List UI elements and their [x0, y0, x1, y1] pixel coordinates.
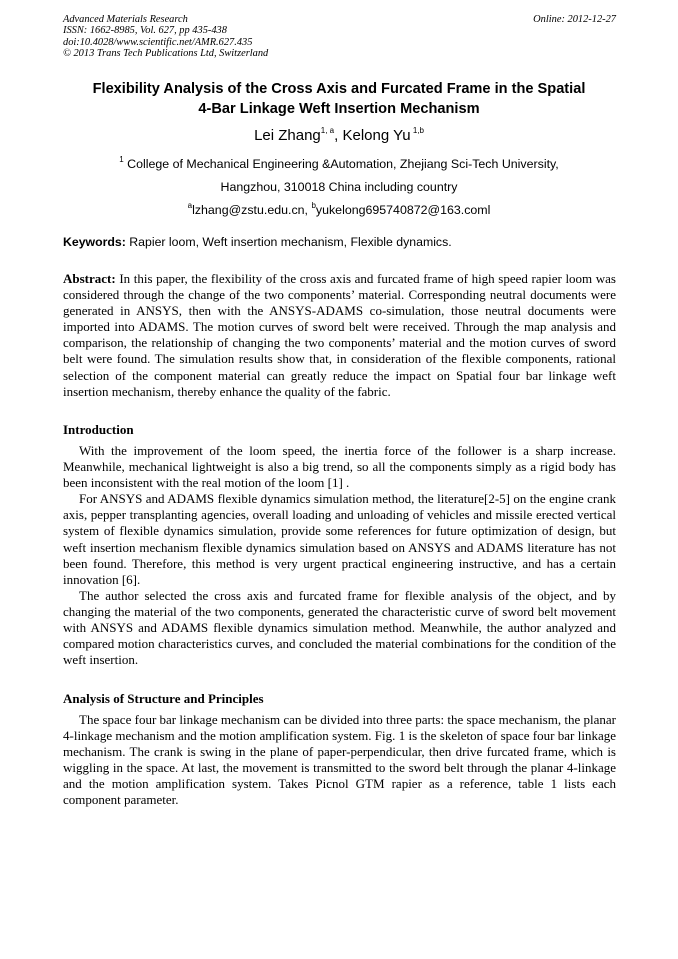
intro-paragraph-3: The author selected the cross axis and furcated frame for flexible analysis of the object, and by changing the material of the two components, generated the characteristic curve of sword belt movement with ANSYS and ADAMS flexible dynamics simulation method. Meanwhile, the author analyzed and compared motion characteristics curves, and concluded the material combinations for the condition of the weft insertion. — [63, 587, 616, 668]
structure-paragraph-1: The space four bar linkage mechanism can be divided into three parts: the space mechanism, the planar 4-linkage mechanism and the motion amplification system. Fig. 1 is the skeleton of space four bar linkage mechanism. The crank is swing in the plane of paper-perpendicular, then drive furcated frame, which is wiggling in the space. At last, the movement is transmitted to the sword belt through the planar 4-linkage and the motion amplification system. Takes Picnol GTM rapier as a reference, table 1 lists each component parameter. — [63, 712, 616, 808]
affiliation-line-2: Hangzhou, 310018 China including country — [220, 180, 458, 194]
keywords — [63, 235, 616, 249]
abstract — [63, 271, 616, 400]
email-a[interactable]: lzhang@zstu.edu.cn, — [192, 203, 312, 217]
email-line — [60, 199, 618, 222]
title-line-2: 4-Bar Linkage Weft Insertion Mechanism — [198, 100, 480, 117]
abstract-label: Abstract: — [63, 271, 116, 286]
doi-line: doi:10.4028/www.scientific.net/AMR.627.435 — [63, 36, 253, 48]
email-b-sup: b — [311, 200, 316, 210]
introduction-heading: Introduction — [63, 422, 134, 437]
affiliation-sup: 1 — [119, 154, 124, 164]
email-a-sup: a — [187, 200, 193, 210]
copyright-line: © 2013 Trans Tech Publications Ltd, Switzerland — [63, 47, 269, 59]
email-b[interactable]: yukelong695740872@163.coml — [315, 203, 491, 217]
keywords-text: Rapier loom, Weft insertion mechanism, Flexible dynamics. — [125, 235, 452, 249]
author-1: Lei Zhang — [254, 127, 321, 144]
abstract-text: In this paper, the flexibility of the cross axis and furcated frame of high speed rapier loom was considered through the change of the two components’ material. Corresponding neutral documents were generated in ANSYS, then with the ANSYS-ADAMS co-simulation, those neutral documents were imported into ADAMS. The motion curves of sword belt were received. Through the map analysis and comparison, the relationship of changing the two components’ material and the motion curves of sword belt were found. The simulation results show that, in consideration of the flexible components, rational selection of the component material can greatly reduce the impact on Spatial four bar linkage weft insertion mechanism, thereby enhance the quality of the fabric. — [63, 271, 616, 399]
affiliation — [60, 153, 618, 222]
paper-title — [60, 80, 618, 119]
title-line-1: Flexibility Analysis of the Cross Axis and Furcated Frame in the Spatial — [92, 81, 586, 97]
author-2: Kelong Yu — [342, 127, 411, 144]
journal-name: Advanced Materials Research — [63, 14, 188, 25]
author-1-sup: 1, a — [320, 126, 335, 135]
journal-header — [63, 14, 268, 59]
issn-line: ISSN: 1662-8985, Vol. 627, pp 435-438 — [63, 25, 227, 37]
affiliation-line-1: $^1$ College of Mechanical Engineering &Automation, Zhejiang Sci-Tech University, — [119, 154, 559, 171]
intro-paragraph-1: With the improvement of the loom speed, the inertia force of the follower is a sharp increase. Meanwhile, mechanical lightweight is also a big trend, so all the components simply as a rigid body has been inconsistent with the real motion of the loom [1] . — [63, 443, 616, 491]
author-2-sup: 1,b — [410, 126, 424, 135]
author-line — [0, 127, 678, 144]
structure-heading: Analysis of Structure and Principles — [63, 691, 264, 706]
structure-body — [63, 712, 616, 809]
intro-paragraph-2: For ANSYS and ADAMS flexible dynamics simulation method, the literature[2-5] on the engine crank axis, pepper transplanting agencies, overall loading and unloading of vehicles and missile erected vertical system of flexible dynamics simulation, provide some references for future optimization of design, but weft insertion mechanism flexible dynamics simulation based on ANSYS and ADAMS literature has not been found. Therefore, this method is very urgent practical engineering instructive, and has a certain innovation [6]. — [63, 491, 616, 587]
keywords-label: Keywords: — [63, 235, 126, 249]
author-separator: , — [334, 127, 343, 144]
online-date: Online: 2012-12-27 — [533, 14, 616, 25]
introduction-body — [63, 443, 616, 668]
